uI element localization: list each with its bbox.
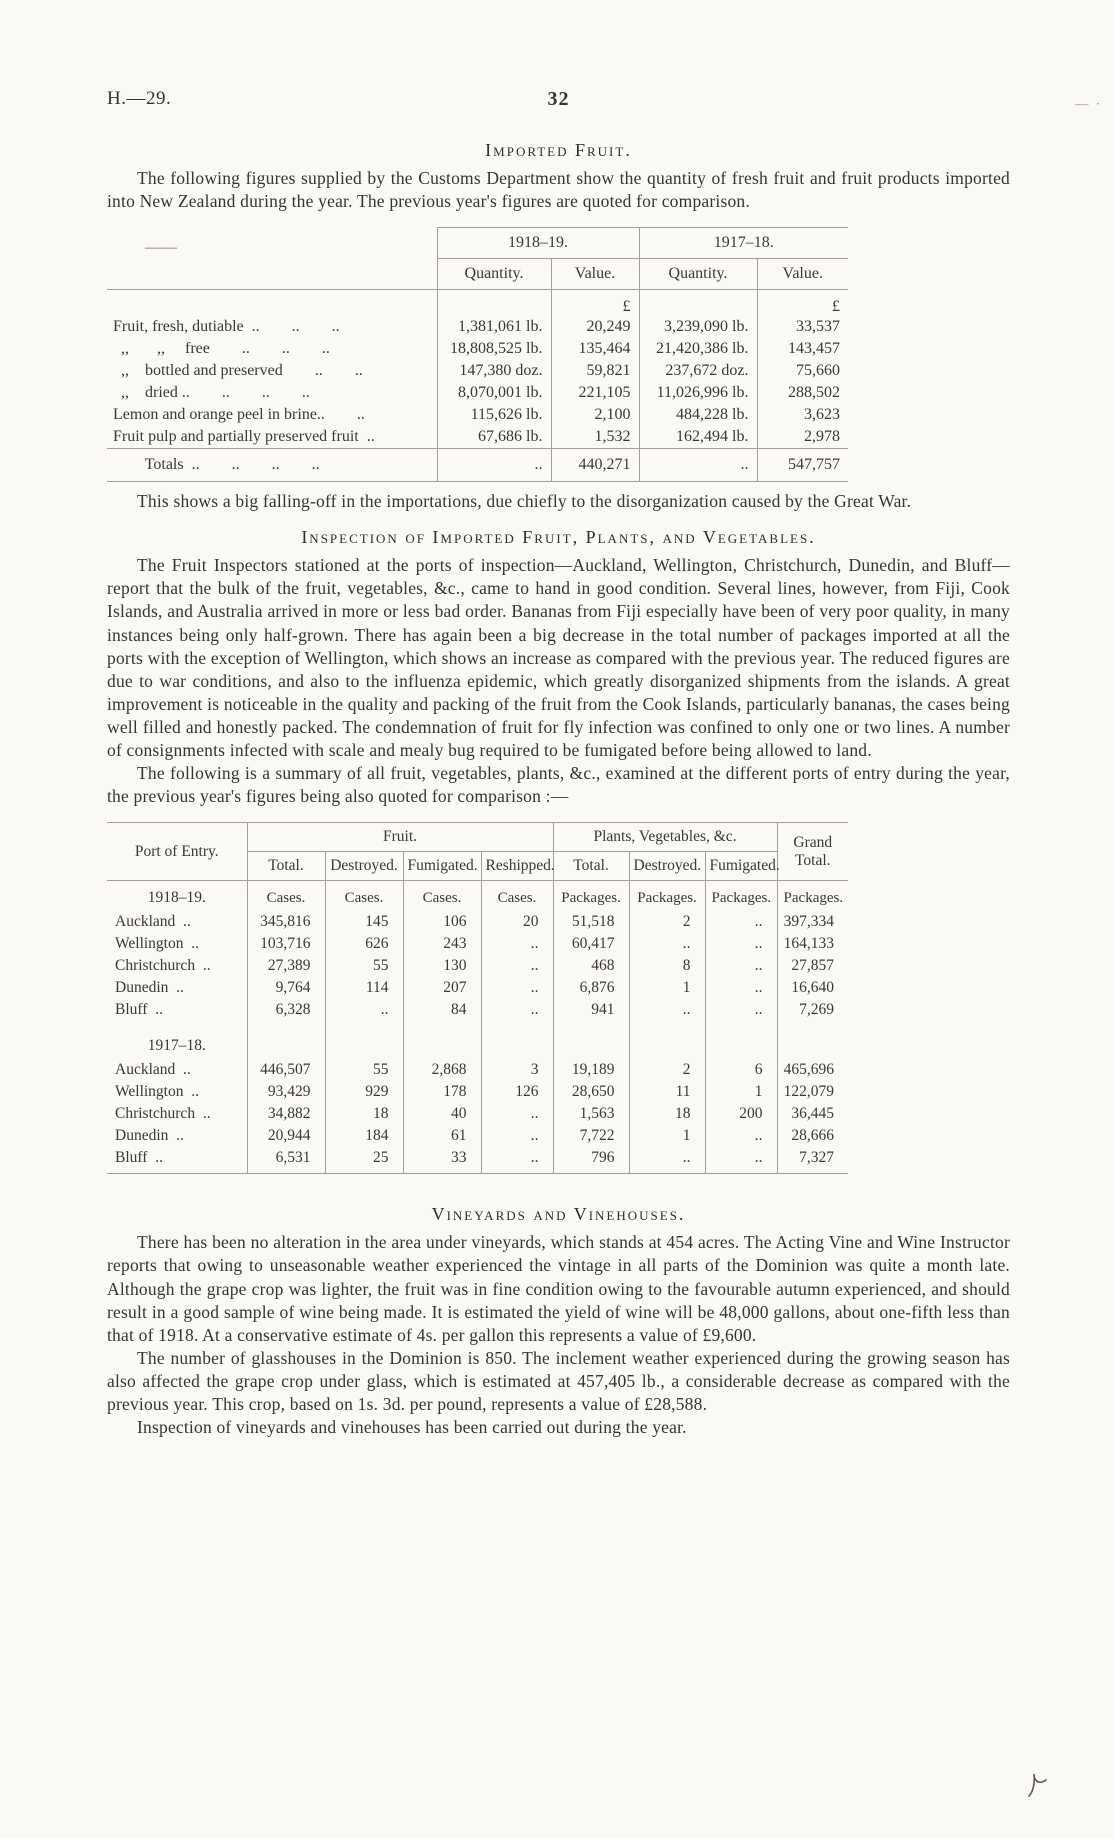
value-1918-cell: 1,532 — [551, 426, 639, 449]
units-cell: Packages. — [777, 881, 848, 912]
paragraph-imported-fruit-intro: The following figures supplied by the Customs Department show the quantity of fresh fruit and fruit products imported into New Zealand during the year. The previous year's figures are quoted for comparison. — [107, 168, 1010, 212]
paragraph-vineyards-3: Inspection of vineyards and vinehouses has been carried out during the year. — [137, 1417, 687, 1438]
scan-artifact-mark: — · — [1075, 96, 1102, 111]
table-row — [107, 933, 848, 955]
page-header — [107, 88, 1102, 118]
table-row — [107, 911, 848, 933]
pound-symbol: £ — [551, 290, 639, 317]
plants-fumigated-cell: .. — [705, 911, 777, 933]
units-cell: Cases. — [325, 881, 403, 912]
col-header-fruit-total: Total. — [247, 852, 325, 881]
plants-fumigated-cell: .. — [705, 1125, 777, 1147]
table-group-header-row — [107, 823, 848, 852]
ports-of-entry-table — [107, 822, 848, 1174]
col-header-fruit-destroyed: Destroyed. — [325, 852, 403, 881]
year-label: 1917–18. — [147, 1037, 206, 1055]
table-row — [107, 382, 848, 404]
plants-fumigated-cell: .. — [705, 1147, 777, 1174]
fruit-total-cell: 20,944 — [247, 1125, 325, 1147]
col-header-fruit-fumigated: Fumigated. — [403, 852, 481, 881]
page-number: 32 — [547, 88, 570, 110]
row-label-cell: ,, ,, free .. .. .. — [113, 340, 330, 358]
port-cell: Auckland .. — [115, 1061, 191, 1079]
plants-fumigated-cell: 200 — [705, 1103, 777, 1125]
table-row — [107, 404, 848, 426]
col-header-quantity-1917: Quantity. — [639, 259, 757, 290]
table-row — [107, 360, 848, 382]
section-title-imported-fruit: Imported Fruit. — [485, 140, 632, 160]
totals-row — [107, 449, 848, 482]
row-label-cell: Fruit, fresh, dutiable .. .. .. — [113, 318, 340, 336]
fruit-destroyed-cell: 184 — [325, 1125, 403, 1147]
table-row — [107, 1147, 848, 1174]
fruit-destroyed-cell: 145 — [325, 911, 403, 933]
value-1918-cell: 59,821 — [551, 360, 639, 382]
table-row — [107, 316, 848, 338]
plants-fumigated-cell: 6 — [705, 1059, 777, 1081]
value-1917-cell: 3,623 — [757, 404, 848, 426]
plants-destroyed-cell: 11 — [629, 1081, 705, 1103]
empty-header-cell — [107, 259, 437, 290]
port-cell: Wellington .. — [115, 1083, 199, 1101]
table-row — [107, 999, 848, 1021]
quantity-1917-cell: .. — [639, 449, 757, 482]
plants-destroyed-cell: 2 — [629, 1059, 705, 1081]
grand-total-cell: 36,445 — [777, 1103, 848, 1125]
paragraph-inspection: The Fruit Inspectors stationed at the ports of inspection—Auckland, Wellington, Christchurch, Dunedin, and Bluff—report that the bulk of the fruit, vegetables, &c., came to hand in good condition. Several lines, however, from Fiji, Cook Islands, and Australia arrived in more or less bad order. Bananas from Fiji especially have been of very poor quality, in many instances being only half-grown. There has again been a big decrease in the total number of packages imported at all the ports with the exception of Wellington, which shows an increase as compared with the previous year. The reduced figures are due to war conditions, and also to the influenza epidemic, which greatly disorganized shipments from the islands. A great improvement is noticeable in the quality and packing of the fruit from the Cook Islands, particularly bananas, the cases being well filled and honestly packed. The condemnation of fruit for fly infection was confined to only one or two lines. A number of consignments infected with scale and mealy bug required to be fumigated before being allowed to land. — [107, 555, 1010, 761]
plants-destroyed-cell: 8 — [629, 955, 705, 977]
port-cell: Christchurch .. — [115, 1105, 211, 1123]
fruit-reshipped-cell: .. — [481, 977, 553, 999]
col-header-value-1918: Value. — [551, 259, 639, 290]
plants-fumigated-cell: 1 — [705, 1081, 777, 1103]
quantity-1918-cell: 1,381,061 lb. — [437, 316, 551, 338]
col-header-quantity-1918: Quantity. — [437, 259, 551, 290]
units-cell: Packages. — [553, 881, 629, 912]
table-subheader-row — [107, 259, 848, 290]
fruit-total-cell: 93,429 — [247, 1081, 325, 1103]
fruit-fumigated-cell: 207 — [403, 977, 481, 999]
table-row — [107, 1103, 848, 1125]
units-cell: Cases. — [247, 881, 325, 912]
fruit-reshipped-cell: .. — [481, 933, 553, 955]
totals-label-cell: Totals .. .. .. .. — [107, 449, 437, 482]
grand-total-cell: 16,640 — [777, 977, 848, 999]
grand-total-cell: 7,269 — [777, 999, 848, 1021]
col-header-port-of-entry: Port of Entry. — [107, 823, 247, 881]
plants-destroyed-cell: .. — [629, 1147, 705, 1174]
quantity-1918-cell: 115,626 lb. — [437, 404, 551, 426]
table-row — [107, 955, 848, 977]
fruit-fumigated-cell: 40 — [403, 1103, 481, 1125]
col-header-plants-fumigated: Fumigated. — [705, 852, 777, 881]
plants-fumigated-cell: .. — [705, 933, 777, 955]
plants-total-cell: 51,518 — [553, 911, 629, 933]
table-row — [107, 426, 848, 449]
fruit-fumigated-cell: 130 — [403, 955, 481, 977]
value-1918-cell: 221,105 — [551, 382, 639, 404]
plants-total-cell: 1,563 — [553, 1103, 629, 1125]
row-label-cell: ,, bottled and preserved .. .. — [113, 362, 363, 380]
fruit-destroyed-cell: 55 — [325, 955, 403, 977]
fruit-fumigated-cell: 61 — [403, 1125, 481, 1147]
fruit-destroyed-cell: 18 — [325, 1103, 403, 1125]
col-header-grand-total: Grand Total. — [777, 823, 848, 881]
grand-total-cell: 7,327 — [777, 1147, 848, 1174]
section-title-vineyards: Vineyards and Vinehouses. — [431, 1204, 686, 1225]
quantity-1918-cell: 67,686 lb. — [437, 426, 551, 449]
port-cell: Bluff .. — [107, 1147, 247, 1174]
fruit-total-cell: 6,328 — [247, 999, 325, 1021]
year-group-row-1917-18 — [107, 1021, 848, 1059]
fruit-reshipped-cell: 126 — [481, 1081, 553, 1103]
grand-total-cell: 27,857 — [777, 955, 848, 977]
value-1917-cell: 547,757 — [757, 449, 848, 482]
paragraph-vineyards-1: There has been no alteration in the area under vineyards, which stands at 454 acres. The Acting Vine and Wine Instructor reports that owing to unseasonable weather experienced the vintage in all parts of the Dominion was quite a month late. Although the grape crop was lighter, the fruit was in fine condition owing to the favourable autumn experienced, and should result in a good sample of wine being made. It is estimated the yield of wine will be 48,000 gallons, about one-fifth less than that of 1918. At a conservative estimate of 4s. per gallon this represents a value of £9,600. — [107, 1232, 1010, 1345]
port-cell: Dunedin .. — [115, 1127, 184, 1145]
row-label-cell: Fruit pulp and partially preserved fruit .. — [113, 428, 375, 446]
plants-total-cell: 7,722 — [553, 1125, 629, 1147]
fruit-reshipped-cell: .. — [481, 1125, 553, 1147]
row-label-cell: Lemon and orange peel in brine.. .. — [113, 406, 365, 424]
pen-mark-icon — [1024, 1770, 1050, 1802]
quantity-1918-cell: 8,070,001 lb. — [437, 382, 551, 404]
fruit-total-cell: 446,507 — [247, 1059, 325, 1081]
fruit-fumigated-cell: 178 — [403, 1081, 481, 1103]
quantity-1917-cell: 237,672 doz. — [639, 360, 757, 382]
units-cell: Packages. — [629, 881, 705, 912]
table-row — [107, 338, 848, 360]
plants-destroyed-cell: 18 — [629, 1103, 705, 1125]
col-header-plants-total: Total. — [553, 852, 629, 881]
units-cell: Cases. — [481, 881, 553, 912]
table-row — [107, 1125, 848, 1147]
value-1917-cell: 288,502 — [757, 382, 848, 404]
fruit-reshipped-cell: .. — [481, 1103, 553, 1125]
units-cell: Packages. — [705, 881, 777, 912]
value-1917-cell: 2,978 — [757, 426, 848, 449]
document-reference: H.—29. — [107, 88, 172, 109]
grand-total-cell: 465,696 — [777, 1059, 848, 1081]
fruit-destroyed-cell: .. — [325, 999, 403, 1021]
paragraph-falling-off-note: This shows a big falling-off in the importations, due chiefly to the disorganization caused by the Great War. — [137, 491, 912, 512]
fruit-reshipped-cell: .. — [481, 999, 553, 1021]
port-cell: Wellington .. — [115, 935, 199, 953]
year-header-1917-18: 1917–18. — [639, 228, 848, 259]
fruit-total-cell: 27,389 — [247, 955, 325, 977]
plants-total-cell: 19,189 — [553, 1059, 629, 1081]
plants-total-cell: 6,876 — [553, 977, 629, 999]
port-cell: Bluff .. — [115, 1001, 163, 1019]
fruit-total-cell: 345,816 — [247, 911, 325, 933]
fruit-fumigated-cell: 243 — [403, 933, 481, 955]
plants-total-cell: 28,650 — [553, 1081, 629, 1103]
table-year-header-row — [107, 228, 848, 259]
section-title-inspection: Inspection of Imported Fruit, Plants, and Vegetables. — [301, 527, 816, 548]
fruit-reshipped-cell: 20 — [481, 911, 553, 933]
quantity-1917-cell: 21,420,386 lb. — [639, 338, 757, 360]
fruit-fumigated-cell: 33 — [403, 1147, 481, 1174]
fruit-total-cell: 9,764 — [247, 977, 325, 999]
paragraph-summary-intro: The following is a summary of all fruit, vegetables, plants, &c., examined at the different ports of entry during the year, the previous year's figures being also quoted for comparison :— — [107, 763, 1010, 807]
year-label: 1918–19. — [147, 889, 206, 907]
col-group-fruit: Fruit. — [247, 823, 553, 852]
fruit-total-cell: 34,882 — [247, 1103, 325, 1125]
value-1917-cell: 33,537 — [757, 316, 848, 338]
plants-total-cell: 941 — [553, 999, 629, 1021]
header-dash: —— — [145, 238, 177, 256]
fruit-destroyed-cell: 929 — [325, 1081, 403, 1103]
grand-total-cell: 122,079 — [777, 1081, 848, 1103]
plants-total-cell: 796 — [553, 1147, 629, 1174]
grand-total-cell: 28,666 — [777, 1125, 848, 1147]
fruit-fumigated-cell: 84 — [403, 999, 481, 1021]
value-1918-cell: 20,249 — [551, 316, 639, 338]
quantity-1917-cell: 162,494 lb. — [639, 426, 757, 449]
quantity-1918-cell: 18,808,525 lb. — [437, 338, 551, 360]
value-1917-cell: 143,457 — [757, 338, 848, 360]
plants-destroyed-cell: 1 — [629, 977, 705, 999]
fruit-fumigated-cell: 106 — [403, 911, 481, 933]
fruit-reshipped-cell: .. — [481, 955, 553, 977]
pound-symbol: £ — [757, 290, 848, 317]
value-1918-cell: 2,100 — [551, 404, 639, 426]
quantity-1917-cell: 3,239,090 lb. — [639, 316, 757, 338]
fruit-destroyed-cell: 55 — [325, 1059, 403, 1081]
col-group-plants-vegetables: Plants, Vegetables, &c. — [553, 823, 777, 852]
row-label-cell: ,, dried .. .. .. .. — [113, 384, 310, 402]
table-row — [107, 977, 848, 999]
table-row — [107, 1059, 848, 1081]
grand-total-cell: 397,334 — [777, 911, 848, 933]
col-header-value-1917: Value. — [757, 259, 848, 290]
col-header-plants-destroyed: Destroyed. — [629, 852, 705, 881]
fruit-reshipped-cell: .. — [481, 1147, 553, 1174]
value-1918-cell: 135,464 — [551, 338, 639, 360]
plants-total-cell: 60,417 — [553, 933, 629, 955]
year-header-1918-19: 1918–19. — [437, 228, 639, 259]
port-cell: Dunedin .. — [115, 979, 184, 997]
paragraph-vineyards-2: The number of glasshouses in the Dominion is 850. The inclement weather experienced during the growing season has also affected the grape crop under glass, which is estimated at 457,405 lb., a considerable decrease as compared with the previous year. This crop, based on 1s. 3d. per pound, represents a value of £28,588. — [107, 1347, 1010, 1414]
fruit-total-cell: 103,716 — [247, 933, 325, 955]
col-header-fruit-reshipped: Reshipped. — [481, 852, 553, 881]
currency-symbol-row — [107, 290, 848, 317]
plants-fumigated-cell: .. — [705, 977, 777, 999]
value-1917-cell: 75,660 — [757, 360, 848, 382]
fruit-destroyed-cell: 114 — [325, 977, 403, 999]
fruit-fumigated-cell: 2,868 — [403, 1059, 481, 1081]
year-group-row-1918-19 — [107, 881, 848, 912]
grand-total-cell: 164,133 — [777, 933, 848, 955]
port-cell: Christchurch .. — [115, 957, 211, 975]
imported-fruit-table — [107, 227, 848, 482]
quantity-1917-cell: 484,228 lb. — [639, 404, 757, 426]
fruit-reshipped-cell: 3 — [481, 1059, 553, 1081]
fruit-total-cell: 6,531 — [247, 1147, 325, 1174]
table-row — [107, 1081, 848, 1103]
value-1918-cell: 440,271 — [551, 449, 639, 482]
plants-destroyed-cell: .. — [629, 933, 705, 955]
plants-fumigated-cell: .. — [705, 999, 777, 1021]
plants-destroyed-cell: .. — [629, 999, 705, 1021]
quantity-1918-cell: .. — [437, 449, 551, 482]
plants-destroyed-cell: 1 — [629, 1125, 705, 1147]
plants-fumigated-cell: .. — [705, 955, 777, 977]
quantity-1917-cell: 11,026,996 lb. — [639, 382, 757, 404]
fruit-destroyed-cell: 25 — [325, 1147, 403, 1174]
units-cell: Cases. — [403, 881, 481, 912]
quantity-1918-cell: 147,380 doz. — [437, 360, 551, 382]
plants-total-cell: 468 — [553, 955, 629, 977]
plants-destroyed-cell: 2 — [629, 911, 705, 933]
fruit-destroyed-cell: 626 — [325, 933, 403, 955]
port-cell: Auckland .. — [115, 913, 191, 931]
